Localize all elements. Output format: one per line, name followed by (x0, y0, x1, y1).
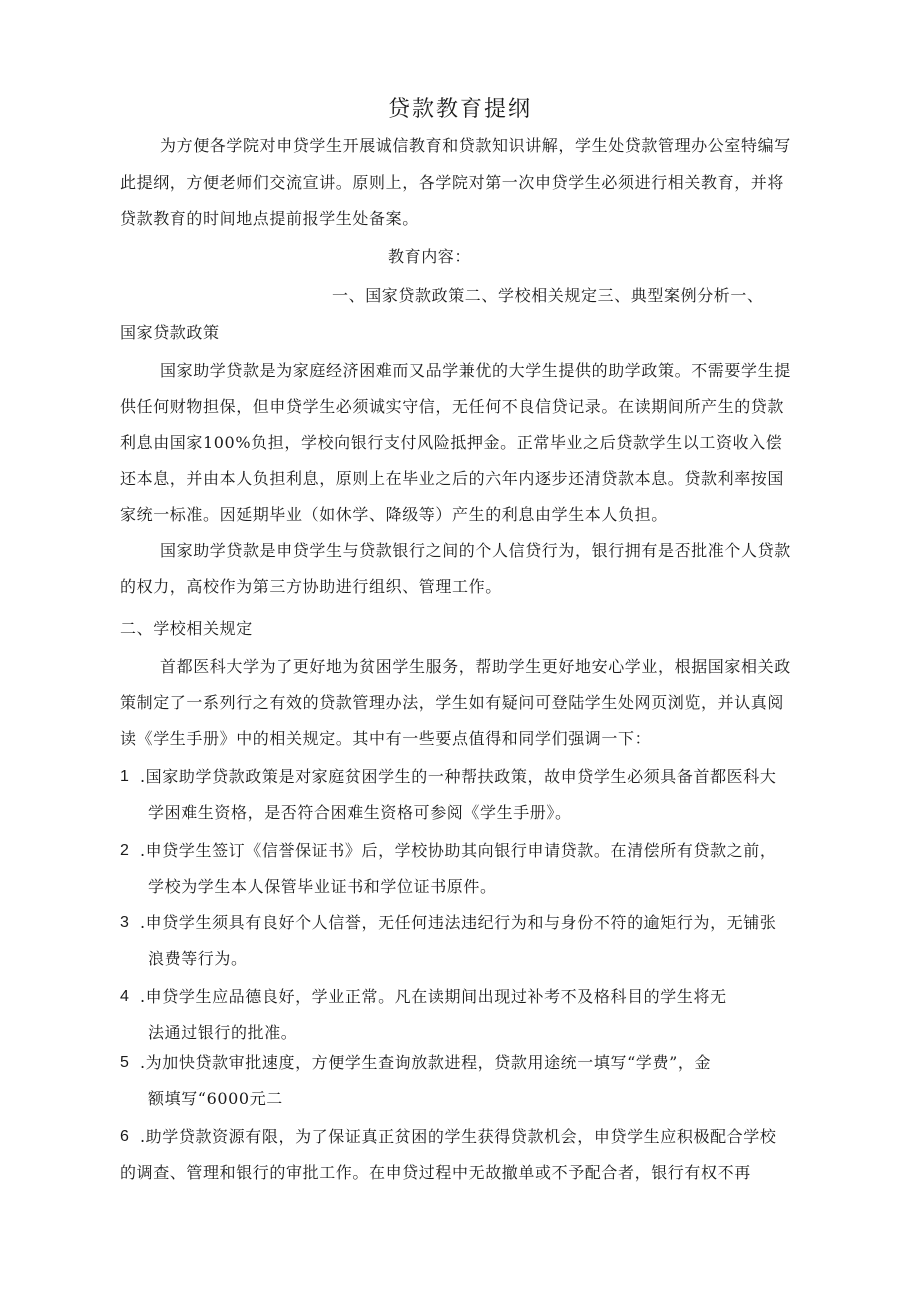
item-4-line-2: 法通过银行的批准。 (148, 1023, 298, 1042)
item-6-line-2: 的调查、管理和银行的审批工作。在申贷过程中无故撤单或不予配合者，银行有权不再 (120, 1163, 751, 1182)
section1-para2-line-2: 的权力，高校作为第三方协助进行组织、管理工作。 (120, 577, 502, 596)
document-title: 贷款教育提纲 (387, 97, 532, 122)
item-4-line-1: .申贷学生应品德良好，学业正常。凡在读期间出现过补考不及格科目的学生将无 (140, 987, 727, 1006)
section1-para1-line-2: 供任何财物担保，但申贷学生必须诚实守信，无任何不良信贷记录。在读期间所产生的贷款 (120, 397, 785, 416)
item-5-number: 5 (120, 1054, 129, 1071)
section1-para1-line-3: 利息由国家100%负担，学校向银行支付风险抵押金。正常毕业之后贷款学生以工资收入偿 (120, 433, 783, 452)
item-5-line-1: .为加快贷款审批速度，方便学生查询放款进程，贷款用途统一填写“学费”，金 (140, 1053, 712, 1072)
section1-para1-line-5: 家统一标准。因延期毕业（如休学、降级等）产生的利息由学生本人负担。 (120, 505, 668, 524)
section1-para1-line-4: 还本息，并由本人负担利息，原则上在毕业之后的六年内逐步还清贷款本息。贷款利率按国 (120, 469, 785, 488)
section2-heading: 二、学校相关规定 (120, 619, 253, 638)
outline-line: 一、国家贷款政策二、学校相关规定三、典型案例分析一、 (332, 286, 764, 305)
item-3-line-2: 浪费等行为。 (148, 949, 248, 968)
item-2-line-2: 学校为学生本人保管毕业证书和学位证书原件。 (148, 877, 497, 896)
item-1-line-2: 学困难生资格，是否符合困难生资格可参阅《学生手册》。 (148, 803, 572, 822)
item-6-number: 6 (120, 1128, 129, 1145)
section2-para-line-1: 首都医科大学为了更好地为贫困学生服务，帮助学生更好地安心学业，根据国家相关政 (160, 657, 791, 676)
item-3-number: 3 (120, 914, 129, 931)
section2-para-line-3: 读《学生手册》中的相关规定。其中有一些要点值得和同学们强调一下： (120, 729, 652, 748)
section2-para-line-2: 策制定了一系列行之有效的贷款管理办法，学生如有疑问可登陆学生处网页浏览，并认真阅 (120, 693, 785, 712)
section1-para1-line-1: 国家助学贷款是为家庭经济困难而又品学兼优的大学生提供的助学政策。不需要学生提 (160, 361, 791, 380)
item-4-number: 4 (120, 988, 129, 1005)
intro-line-3: 贷款教育的时间地点提前报学生处备案。 (120, 209, 419, 228)
intro-line-1: 为方便各学院对申贷学生开展诚信教育和贷款知识讲解，学生处贷款管理办公室特编写 (160, 136, 791, 155)
content-label: 教育内容： (388, 247, 472, 266)
section1-heading: 国家贷款政策 (120, 323, 220, 342)
item-2-line-1: .申贷学生签订《信誉保证书》后，学校协助其向银行申请贷款。在清偿所有贷款之前， (140, 841, 777, 860)
item-1-number: 1 (120, 768, 129, 785)
item-5-line-2: 额填写“6000元二 (148, 1089, 283, 1108)
item-1-line-1: .国家助学贷款政策是对家庭贫困学生的一种帮扶政策，故申贷学生必须具备首都医科大 (140, 767, 777, 786)
item-6-line-1: .助学贷款资源有限，为了保证真正贫困的学生获得贷款机会，申贷学生应积极配合学校 (140, 1127, 777, 1146)
section1-para2-line-1: 国家助学贷款是申贷学生与贷款银行之间的个人信贷行为，银行拥有是否批准个人贷款 (160, 541, 791, 560)
intro-line-2: 此提纲，方便老师们交流宣讲。原则上，各学院对第一次申贷学生必须进行相关教育，并将 (120, 173, 785, 192)
item-3-line-1: .申贷学生须具有良好个人信誉，无任何违法违纪行为和与身份不符的逾矩行为，无铺张 (140, 913, 777, 932)
item-2-number: 2 (120, 842, 129, 859)
